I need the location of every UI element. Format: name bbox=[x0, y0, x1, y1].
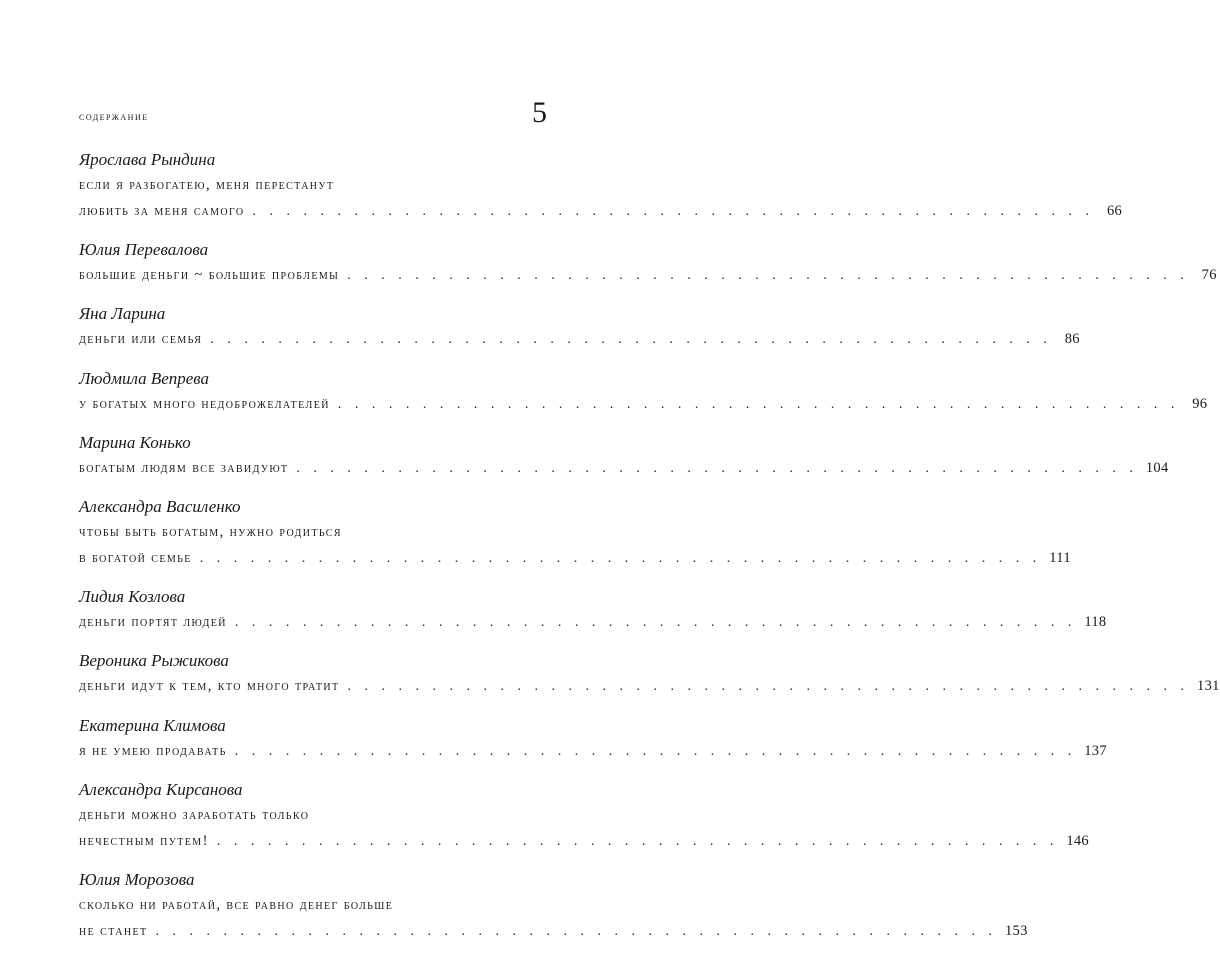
entry-author: Лидия Козлова bbox=[79, 587, 186, 607]
toc-entry bbox=[79, 649, 1220, 699]
entry-author: Юлия Морозова bbox=[79, 869, 195, 889]
entry-title-last-line bbox=[79, 609, 1107, 635]
entry-title-text: богатым людям все завидуют bbox=[79, 459, 289, 476]
entry-title-text: деньги или семья bbox=[79, 331, 203, 348]
entry-title-last-line bbox=[79, 673, 1220, 699]
dot-leader: . . . . . . . . . . . . . . . . . . . . . . . . . . . . . . . . . . . . . . . . . . . . . . . . . . bbox=[155, 923, 997, 939]
entry-author: Александра Кирсанова bbox=[79, 779, 243, 799]
entry-author: Марина Конько bbox=[79, 432, 191, 452]
entry-page-number: 104 bbox=[1145, 459, 1169, 476]
toc-entry bbox=[79, 367, 1208, 417]
entry-page-number: 111 bbox=[1049, 549, 1071, 566]
entry-author: Юлия Перевалова bbox=[79, 240, 209, 260]
entry-author: Яна Ларина bbox=[79, 304, 166, 324]
page-number: 5 bbox=[532, 96, 547, 129]
entry-author: Людмила Вепрева bbox=[79, 368, 210, 388]
toc-entry bbox=[79, 302, 1080, 352]
entry-title-text: я не умею продавать bbox=[79, 742, 227, 759]
entry-title-line: сколько ни работай, все равно денег больше bbox=[79, 896, 394, 913]
entry-author: Ярослава Рындина bbox=[79, 150, 216, 169]
entry-title-last-line bbox=[79, 828, 1089, 854]
toc-entry bbox=[79, 778, 1089, 854]
entry-page-number: 118 bbox=[1084, 614, 1107, 631]
entry-title-text: нечестным путем! bbox=[79, 832, 209, 849]
entry-title-last-line bbox=[79, 545, 1071, 571]
entry-page-number: 66 bbox=[1106, 203, 1123, 219]
entry-page-number: 137 bbox=[1084, 742, 1107, 759]
entry-author: Екатерина Климова bbox=[79, 715, 226, 735]
toc-entry bbox=[79, 495, 1071, 571]
entry-title-text: в богатой семье bbox=[79, 549, 192, 566]
entry-page-number: 96 bbox=[1192, 395, 1208, 412]
entry-title-last-line bbox=[79, 918, 1028, 944]
toc-entry bbox=[79, 585, 1107, 635]
toc-entry bbox=[79, 714, 1107, 764]
toc-entry bbox=[79, 238, 1217, 288]
dot-leader: . . . . . . . . . . . . . . . . . . . . . . . . . . . . . . . . . . . . . . . . . . . . . . . . . . bbox=[210, 332, 1052, 348]
entry-title-line: чтобы быть богатым, нужно родиться bbox=[79, 523, 342, 540]
toc-entry bbox=[79, 868, 1028, 944]
section-title: содержание bbox=[79, 111, 149, 123]
toc-entry bbox=[79, 431, 1169, 481]
entry-author: Вероника Рыжикова bbox=[79, 651, 229, 671]
entry-title-text: не станет bbox=[79, 922, 148, 939]
entry-title-text: большие деньги ~ большие проблемы bbox=[79, 267, 340, 284]
table-of-contents bbox=[79, 148, 1220, 958]
entry-title-text: деньги идут к тем, кто много тратит bbox=[79, 678, 340, 695]
entry-page-number: 153 bbox=[1005, 922, 1028, 939]
page-header bbox=[79, 96, 547, 136]
toc-entry bbox=[79, 148, 1123, 224]
dot-leader: . . . . . . . . . . . . . . . . . . . . . . . . . . . . . . . . . . . . . . . . . . . . . . . . . . bbox=[296, 460, 1138, 476]
entry-page-number: 86 bbox=[1064, 331, 1080, 348]
entry-title-last-line bbox=[79, 391, 1208, 417]
entry-page-number: 76 bbox=[1201, 267, 1217, 284]
dot-leader: . . . . . . . . . . . . . . . . . . . . . . . . . . . . . . . . . . . . . . . . . . . . . . . . . . bbox=[347, 268, 1189, 284]
entry-page-number: 131 bbox=[1197, 678, 1220, 695]
entry-title-last-line bbox=[79, 262, 1217, 288]
entry-title-line: деньги можно заработать только bbox=[79, 806, 310, 823]
entry-title-last-line bbox=[79, 455, 1169, 481]
dot-leader: . . . . . . . . . . . . . . . . . . . . . . . . . . . . . . . . . . . . . . . . . . . . . . . . . . bbox=[234, 615, 1077, 631]
entry-author: Александра Василенко bbox=[79, 496, 241, 516]
dot-leader: . . . . . . . . . . . . . . . . . . . . . . . . . . . . . . . . . . . . . . . . . . . . . . . . . . bbox=[216, 833, 1059, 849]
entry-title-last-line bbox=[79, 326, 1080, 352]
dot-leader: . . . . . . . . . . . . . . . . . . . . . . . . . . . . . . . . . . . . . . . . . . . . . . . . . . bbox=[252, 204, 1095, 219]
entry-title-text: деньги портят людей bbox=[79, 614, 227, 631]
entry-title-last-line bbox=[79, 738, 1107, 764]
dot-leader: . . . . . . . . . . . . . . . . . . . . . . . . . . . . . . . . . . . . . . . . . . . . . . . . . . bbox=[234, 743, 1077, 759]
dot-leader: . . . . . . . . . . . . . . . . . . . . . . . . . . . . . . . . . . . . . . . . . . . . . . . . . . bbox=[347, 679, 1190, 695]
dot-leader: . . . . . . . . . . . . . . . . . . . . . . . . . . . . . . . . . . . . . . . . . . . . . . . . . . bbox=[337, 396, 1180, 412]
entry-page-number: 146 bbox=[1066, 832, 1089, 849]
entry-title-text: любить за меня самого bbox=[79, 203, 245, 219]
entry-title-line: если я разбогатею, меня перестанут bbox=[79, 177, 335, 193]
entry-title-text: у богатых много недоброжелателей bbox=[79, 395, 330, 412]
entry-title-last-line bbox=[79, 198, 1123, 224]
dot-leader: . . . . . . . . . . . . . . . . . . . . . . . . . . . . . . . . . . . . . . . . . . . . . . . . . . bbox=[199, 550, 1042, 566]
